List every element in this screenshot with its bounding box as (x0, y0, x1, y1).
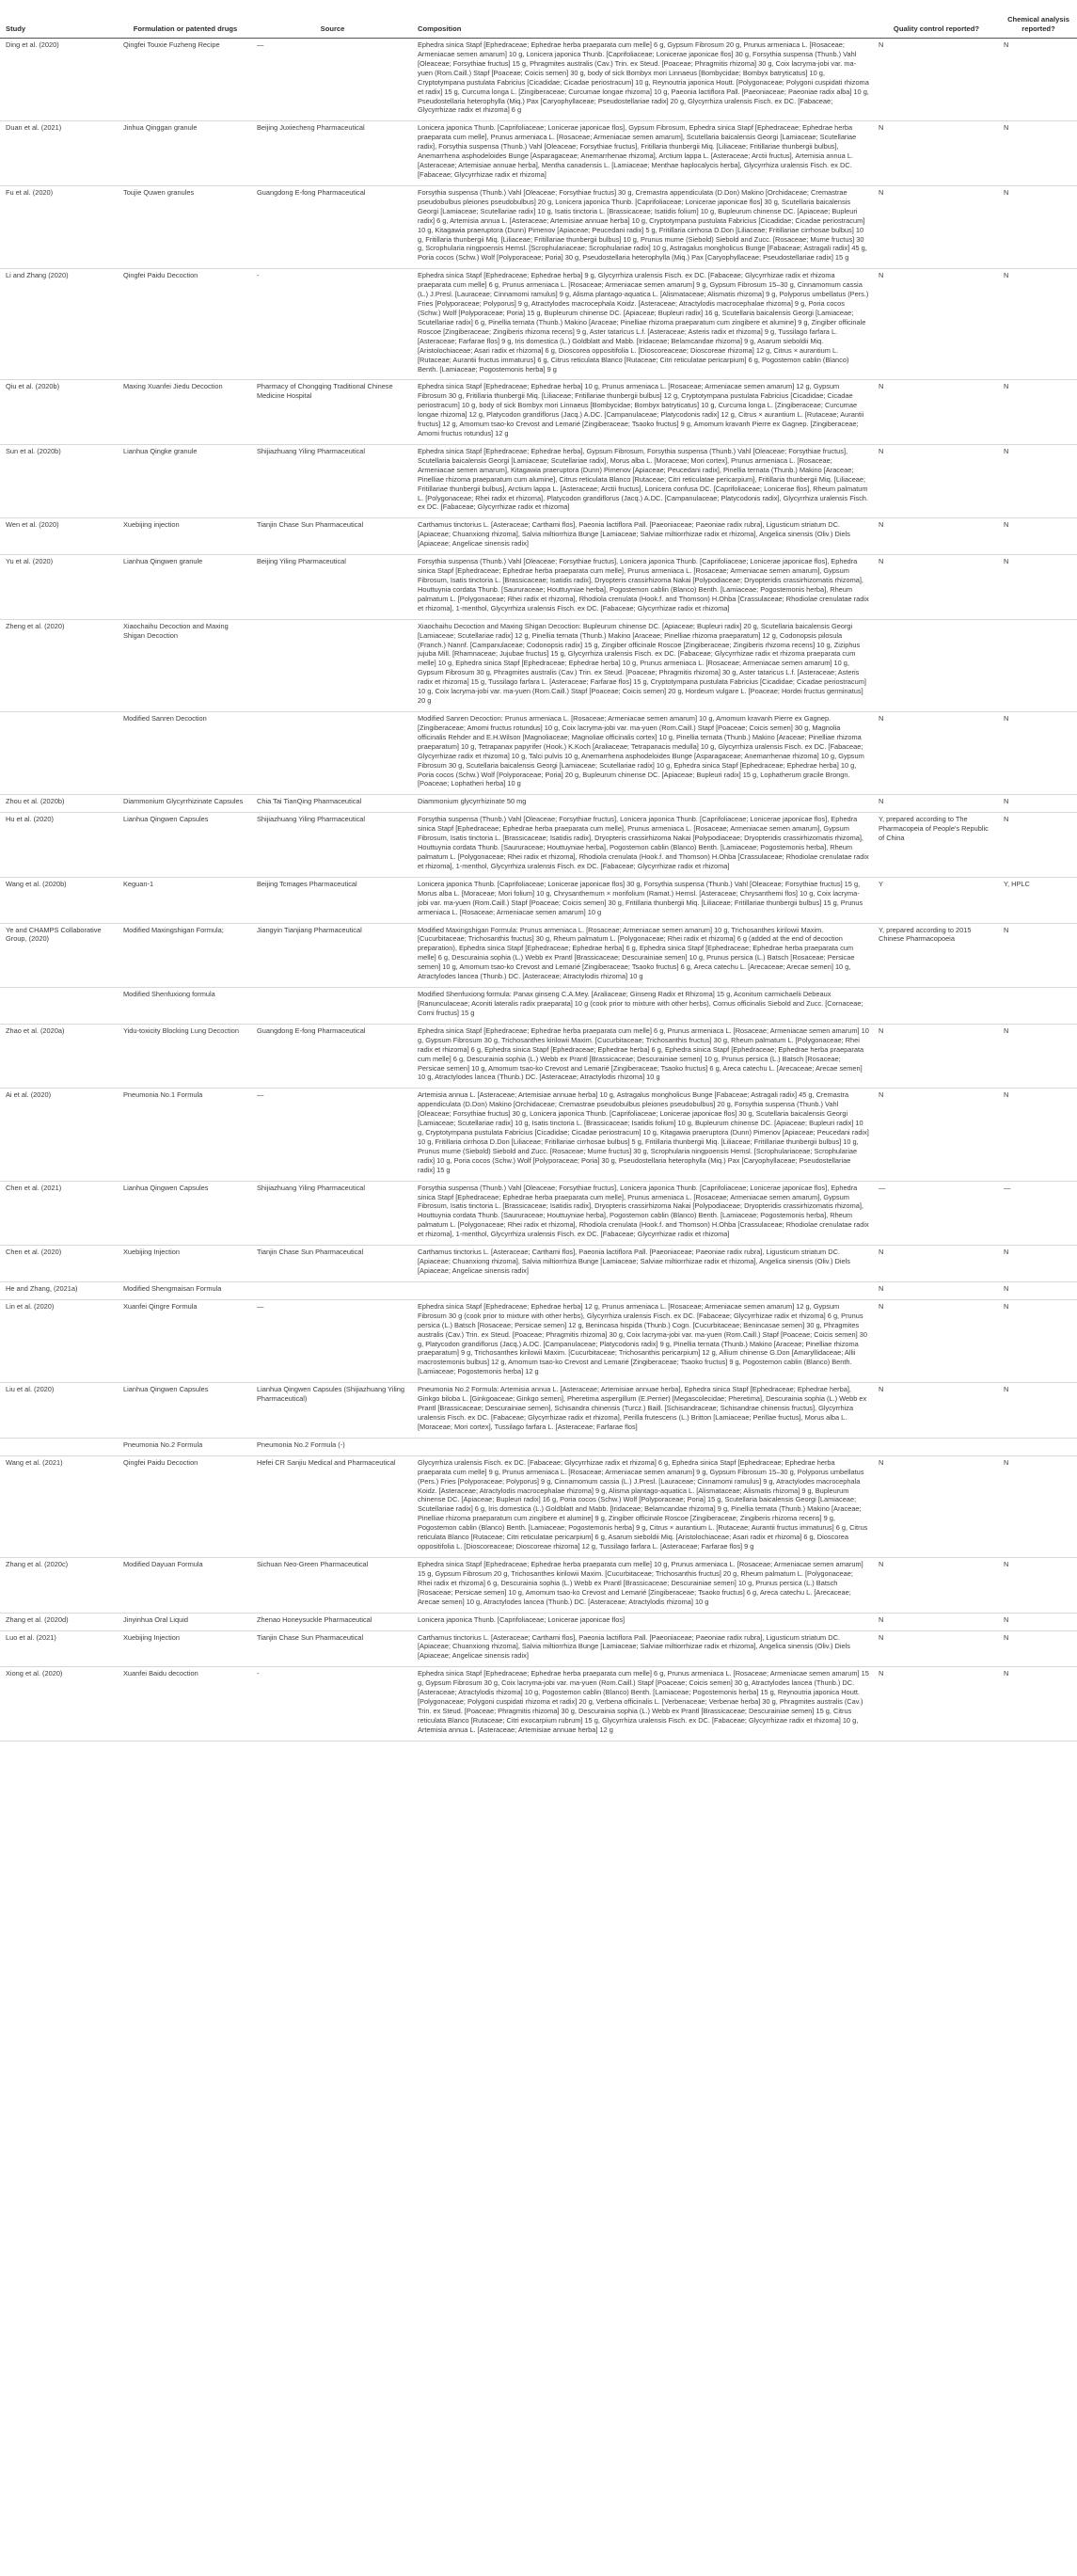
table-row (0, 1024, 1077, 1089)
cell-source: Beijing Yiling Pharmaceutical (251, 555, 412, 620)
cell-chemical-analysis: N (998, 1383, 1077, 1439)
cell-study: Ye and CHAMPS Collaborative Group, (2020) (0, 923, 118, 988)
cell-source: Hefei CR Sanjiu Medical and Pharmaceutical (251, 1455, 412, 1557)
cell-quality-control: — (873, 1181, 998, 1246)
cell-quality-control: N (873, 1281, 998, 1299)
cell-composition: Carthamus tinctorius L. [Asteraceae; Carthami flos], Paeonia lactiflora Pall. [Paeoniaceae; Paeoniae radix rubra], Ligusticum striatum DC. [Apiaceae; Chuanxiong rhizoma], Salvia miltiorrhiza Bunge [Lamiaceae; Salviae miltiorrhizae radix et rhizoma], Angelica sinensis (Oliv.) Diels [Apiaceae; Angelicae sinensis radix] (412, 1246, 873, 1282)
cell-formulation: Pneumonia No.1 Formula (118, 1089, 251, 1181)
cell-study: Zhang et al. (2020c) (0, 1557, 118, 1613)
cell-chemical-analysis: N (998, 1667, 1077, 1741)
cell-quality-control: N (873, 1299, 998, 1382)
cell-formulation: Modified Shengmaisan Formula (118, 1281, 251, 1299)
cell-chemical-analysis: N (998, 518, 1077, 555)
cell-formulation: Toujie Quwen granules (118, 185, 251, 268)
cell-formulation: Lianhua Qingwen Capsules (118, 813, 251, 878)
cell-quality-control: N (873, 795, 998, 813)
cell-chemical-analysis: N (998, 185, 1077, 268)
table-row (0, 1299, 1077, 1382)
cell-source (251, 619, 412, 711)
table-row (0, 1246, 1077, 1282)
cell-quality-control: N (873, 1024, 998, 1089)
cell-composition: Pneumonia No.2 Formula: Artemisia annua L. [Asteraceae; Artemisiae annuae herba], Ephedra sinica Stapf [Ephedraceae; Ephedrae herba], Ginkgo biloba L. [Ginkgoaceae; Ginkgo semen], Pheretima aspergillum (E.Perrier) [Megascolecidae; Pheretima], Descurainia sophia (L.) Webb ex Prantl [Brassicaceae; Descurainiae semen], Schisandra chinensis (Turcz.) Baill. [Schisandraceae; Schisandrae chinensis fructus], Glycyrrhiza uralensis Fisch. ex DC. [Fabaceae; Glycyrrhizae radix et rhizoma], Perilla frutescens (L.) Britton [Lamiaceae; Perillae fructus], Morus alba L. [Moraceae; Mori cortex], Tussilago farfara L. [Asteraceae; Farfarae flos] (412, 1383, 873, 1439)
cell-formulation: Xuebijing injection (118, 518, 251, 555)
cell-composition (412, 1438, 873, 1455)
table-row (0, 555, 1077, 620)
cell-source: Guangdong E-fong Pharmaceutical (251, 185, 412, 268)
cell-study (0, 1438, 118, 1455)
cell-chemical-analysis: N (998, 795, 1077, 813)
cell-composition: Forsythia suspensa (Thunb.) Vahl [Oleaceae; Forsythiae fructus], Lonicera japonica Thunb. [Caprifoliaceae; Lonicerae japonicae flos], Ephedra sinica Stapf [Ephedraceae; Ephedrae herba praeparata cum melle], Prunus armeniaca L. [Rosaceae; Armeniacae semen amarum], Gypsum Fibrosum, Isatis tinctoria L. [Brassicaceae; Isatidis radix], Dryopteris crassirhizoma Nakai [Polypodiaceae; Dryopteridis crassirhizomatis rhizoma], Houttuynia cordata Thunb. [Saururaceae; Houttuyniae herba], Pogostemon cablin (Blanco) Benth. [Lamiaceae; Pogostemonis herba], Rheum palmatum L. [Polygonaceae; Rhei radix et rhizoma], Rhodiola crenulata (Hook.f. and Thomson) H.Ohba [Crassulaceae; Rhodiolae crenulatae radix et rhizoma], 1-menthol, Glycyrrhiza uralensis Fisch. ex DC. [Fabaceae; Glycyrrhizae radix et rhizoma] (412, 555, 873, 620)
cell-quality-control (873, 988, 998, 1025)
header-row (0, 0, 1077, 39)
cell-study (0, 712, 118, 795)
cell-composition: Forsythia suspensa (Thunb.) Vahl [Oleaceae; Forsythiae fructus], Lonicera japonica Thunb. [Caprifoliaceae; Lonicerae japonicae flos], Ephedra sinica Stapf [Ephedraceae; Ephedrae herba praeparata cum melle], Prunus armeniaca L. [Rosaceae; Armeniacae semen amarum], Gypsum Fibrosum, Isatis tinctoria L. [Brassicaceae; Isatidis radix], Dryopteris crassirhizoma Nakai [Polypodiaceae; Dryopteridis crassirhizomatis rhizoma], Houttuynia cordata Thunb. [Saururaceae; Houttuyniae herba], Pogostemon cablin (Blanco) Benth. [Lamiaceae; Pogostemonis herba], Rheum palmatum L. [Polygonaceae; Rhei radix et rhizoma], Rhodiola crenulata (Hook.f. and Thomson) H.Ohba [Crassulaceae; Rhodiolae crenulatae radix et rhizoma], 1-menthol, Glycyrrhiza uralensis Fisch. ex DC. [Fabaceae; Glycyrrhizae radix et rhizoma] (412, 813, 873, 878)
cell-composition: Artemisia annua L. [Asteraceae; Artemisiae annuae herba] 10 g, Astragalus mongholicus Bunge [Fabaceae; Astragali radix] 45 g, Cremastra appendiculata (D.Don) Makino [Orchidaceae; Cremastrae pseudobulbus pleiones pseudobulbus] 20 g, Forsythia suspensa (Thunb.) Vahl [Oleaceae; Forsythiae fructus] 30 g, Lonicera japonica Thunb. [Caprifoliaceae; Lonicerae japonicae flos] 30 g, Scutellaria baicalensis Georgi [Lamiaceae; Scutellariae radix] 10 g, Isatis tinctoria L. [Brassicaceae; Isatidis folium] 10 g, Bupleurum chinense DC. [Apiaceae; Bupleuri radix] 10 g, Cryptotympana pustulata Fabricius [Cicadidae; Cicadae periostracum] 10 g, Kitagawia praeruptora (Dunn) Pimenov [Apiaceae; Peucedani radix] 10 g, Fritillaria cirrhosa D.Don [Liliaceae; Fritillariae cirrhosae bulbus] 5 g, Fritillaria thunbergii Miq. [Liliaceae; Fritillariae thunbergii bulbus] 10 g, Prunus mume (Siebold) Siebold and Zucc. [Rosaceae; Mume fructus] 30 g, Scrophularia ningpoensis Hemsl. [Scrophulariaceae; Scrophulariae radix] 10 g, Poria cocos (Schw.) Wolf [Polyporaceae; Poria] 30 g, Pseudostellaria heterophylla (Miq.) Pax [Caryophyllaceae; Pseudostellariae radix] 15 g (412, 1089, 873, 1181)
cell-composition: Xiaochaihu Decoction and Maxing Shigan Decoction: Bupleurum chinense DC. [Apiaceae; Bupleuri radix] 20 g, Scutellaria baicalensis Georgi [Lamiaceae; Scutellariae radix] 12 g, Pinellia ternata (Thunb.) Makino [Araceae; Pinelliae rhizoma praeparatum] 12 g, Codonopsis pilosula (Franch.) Nannf. [Campanulaceae; Codonopsis radix] 15 g, Zingiber officinale Roscoe [Zingiberaceae; Zingiberis rhizoma recens] 10 g, Ziziphus jujuba Mill. [Rhamnaceae; Jujubae fructus] 15 g, Glycyrrhiza uralensis Fisch. ex DC. [Fabaceae; Glycyrrhizae radix et rhizoma praeparata cum melle] 10 g, Ephedra sinica Stapf [Ephedraceae; Ephedrae herba] 10 g, Prunus armeniaca L. [Rosaceae; Armeniacae semen amarum] 10 g, Gypsum Fibrosum 30 g, Phragmites australis (Cav.) Trin. ex Steud. [Poaceae; Phragmitis rhizoma] 30 g, Aster tataricus L.f. [Asteraceae; Asteris radix et rhizoma] 15 g, Tussilago farfara L. [Asteraceae; Farfarae flos] 15 g, Cryptotympana pustulata Fabricius [Cicadidae; Cicadae periostracum] 10 g, Coix lacryma-jobi var. ma-yuen (Rom.Caill.) Stapf [Poaceae; Coicis semen] 20 g, Hordeum vulgare L. [Poaceae; Hordei fructus germinatus] 20 g (412, 619, 873, 711)
table-row (0, 39, 1077, 121)
table-row (0, 1613, 1077, 1630)
table-row (0, 185, 1077, 268)
cell-source: Tianjin Chase Sun Pharmaceutical (251, 1246, 412, 1282)
table-row (0, 1630, 1077, 1667)
cell-source: Shijiazhuang Yiling Pharmaceutical (251, 1181, 412, 1246)
table-row (0, 795, 1077, 813)
cell-composition: Ephedra sinica Stapf [Ephedraceae; Ephedrae herba] 12 g, Prunus armeniaca L. [Rosaceae; Armeniacae semen amarum] 12 g, Gypsum Fibrosum 30 g (cook prior to mixture with other herbs), Glycyrrhiza uralensis Fisch. ex DC. [Fabaceae; Glycyrrhizae radix et rhizoma] 6 g, Prunus persica (L.) Batsch [Rosaceae; Persicae semen] 12 g, Benincasa hispida (Thunb.) Cogn. [Cucurbitaceae; Benincasae semen] 30 g, Phragmites australis (Cav.) Trin. ex Steud. [Poaceae; Phragmitis rhizoma] 30 g, Coix lacryma-jobi var. ma-yuen (Rom.Caill.) Stapf [Poaceae; Coicis semen] 30 g, Platycodon grandiflorus (Jacq.) A.DC. [Campanulaceae; Platycodonis radix] 9 g, Pinellia ternata (Thunb.) Makino [Araceae; Pinelliae rhizoma praeparatum] 9 g, Trichosanthes kirilowii Maxim. [Cucurbitaceae; Trichosanthis pericarpium] 12 g, Allium chinense G.Don [Amaryllidaceae; Allii macrostemonis bulbus] 12 g, Amomum tsao-ko Crevost and Lemarié [Zingiberaceae; Tsaoko fructus] 9 g, Pogostemon cablin (Blanco) Benth. [Lamiaceae; Pogostemonis herba] 12 g (412, 1299, 873, 1382)
cell-study: Li and Zhang (2020) (0, 269, 118, 380)
cell-formulation: Xiaochaihu Decoction and Maxing Shigan Decoction (118, 619, 251, 711)
cell-composition: Forsythia suspensa (Thunb.) Vahl [Oleaceae; Forsythiae fructus], Lonicera japonica Thunb. [Caprifoliaceae; Lonicerae japonicae flos], Ephedra sinica Stapf [Ephedraceae; Ephedrae herba praeparata cum melle], Prunus armeniaca L. [Rosaceae; Armeniacae semen amarum], Gypsum Fibrosum, Isatis tinctoria L. [Brassicaceae; Isatidis radix], Dryopteris crassirhizoma Nakai [Polypodiaceae; Dryopteridis crassirhizomatis rhizoma], Houttuynia cordata Thunb. [Saururaceae; Houttuyniae herba], Pogostemon cablin (Blanco) Benth. [Lamiaceae; Pogostemonis herba], Rheum palmatum L. [Polygonaceae; Rhei radix et rhizoma], Rhodiola crenulata (Hook.f. and Thomson) H.Ohba [Crassulaceae; Rhodiolae crenulatae radix et rhizoma], 1-menthol, Glycyrrhiza uralensis Fisch. ex DC. [Fabaceae; Glycyrrhizae radix et rhizoma] (412, 1181, 873, 1246)
cell-source: Jiangyin Tianjiang Pharmaceutical (251, 923, 412, 988)
cell-study: Lin et al. (2020) (0, 1299, 118, 1382)
cell-formulation: Qingfei Touxie Fuzheng Recipe (118, 39, 251, 121)
cell-quality-control (873, 619, 998, 711)
cell-quality-control: N (873, 1383, 998, 1439)
cell-formulation: Keguan-1 (118, 877, 251, 923)
cell-formulation: Lianhua Qingwen Capsules (118, 1383, 251, 1439)
table-row (0, 988, 1077, 1025)
cell-quality-control: N (873, 1246, 998, 1282)
cell-study: Zheng et al. (2020) (0, 619, 118, 711)
cell-source: Shijiazhuang Yiling Pharmaceutical (251, 444, 412, 517)
cell-formulation: Maxing Xuanfei Jiedu Decoction (118, 380, 251, 445)
cell-study: Luo et al. (2021) (0, 1630, 118, 1667)
cell-formulation: Qingfei Paidu Decoction (118, 1455, 251, 1557)
cell-quality-control: N (873, 1613, 998, 1630)
cell-composition (412, 1281, 873, 1299)
cell-chemical-analysis (998, 1438, 1077, 1455)
cell-chemical-analysis: N (998, 1613, 1077, 1630)
cell-study: Ding et al. (2020) (0, 39, 118, 121)
cell-study: Yu et al. (2020) (0, 555, 118, 620)
cell-chemical-analysis: N (998, 1299, 1077, 1382)
cell-chemical-analysis: Y, HPLC (998, 877, 1077, 923)
cell-quality-control: N (873, 39, 998, 121)
cell-formulation: Jinyinhua Oral Liquid (118, 1613, 251, 1630)
cell-composition: Ephedra sinica Stapf [Ephedraceae; Ephedrae herba praeparata cum melle] 6 g, Prunus armeniaca L. [Rosaceae; Armeniacae semen amarum] 15 g, Gypsum Fibrosum 30 g, Coix lacryma-jobi var. ma-yuen (Rom.Caill.) Stapf [Poaceae; Coicis semen] 30 g, Atractylodes lancea (Thunb.) DC. [Asteraceae; Atractylodis rhizoma] 10 g, Pogostemon cablin (Blanco) Benth. [Lamiaceae; Pogostemonis herba] 15 g, Reynoutria japonica Houtt. [Polygonaceae; Polygoni cuspidati rhizoma et radix] 20 g, Verbena officinalis L. [Verbenaceae; Verbenae herba] 30 g, Phragmites australis (Cav.) Trin. ex Steud. [Poaceae; Phragmitis rhizoma] 30 g, Descurainia sophia (L.) Webb ex Prantl [Brassicaceae; Descurainiae semen] 15 g, Citrus reticulata Blanco [Rutaceae; Citri exocarpium rubrum] 15 g, Glycyrrhiza uralensis Fisch. ex DC. [Fabaceae; Glycyrrhizae radix et rhizoma] 10 g, Artemisia annua L. [Asteraceae; Artemisiae annuae herba] 12 g (412, 1667, 873, 1741)
cell-study: Liu et al. (2020) (0, 1383, 118, 1439)
cell-composition: Ephedra sinica Stapf [Ephedraceae; Ephedrae herba] 9 g, Glycyrrhiza uralensis Fisch. ex DC. [Fabaceae; Glycyrrhizae radix et rhizoma praeparata cum melle] 6 g, Prunus armeniaca L. [Rosaceae; Armeniacae semen amarum] 9 g, Gypsum Fibrosum 15–30 g, Cinnamomum cassia (L.) J.Presl. [Lauraceae; Cinnamomi ramulus] 9 g, Alisma plantago-aquatica L. [Alismataceae; Alismatis rhizoma] 9 g, Polyporus umbellatus (Pers.) Fries [Polyporaceae; Polyporus] 9 g, Atractylodes macrocephala Koidz. [Asteraceae; Atractylodis macrocephalae rhizoma] 9 g, Poria cocos (Schw.) Wolf [Polyporaceae; Poria] 15 g, Bupleurum chinense DC. [Apiaceae; Bupleuri radix] 16 g, Scutellaria baicalensis Georgi [Lamiaceae; Scutellariae radix] 6 g, Pinellia ternata (Thunb.) Makino [Araceae; Pinelliae rhizoma praeparatum cum zingibere et alumine] 9 g, Zingiber officinale Roscoe [Zingiberaceae; Zingiberis rhizoma recens] 9 g, Aster tataricus L.f. [Asteraceae; Asteris radix et rhizoma] 9 g, Tussilago farfara L. [Asteraceae; Farfarae flos] 9 g, Iris domestica (L.) Goldblatt and Mabb. [Iridaceae; Belamcandae rhizoma] 9 g, Asarum sieboldii Miq. [Aristolochiaceae; Asari radix et rhizoma] 6 g, Dioscorea oppositifolia L. [Dioscoreaceae; Dioscoreae rhizoma] 12 g, Citrus × aurantium L. [Rutaceae; Aurantii fructus immaturus] 6 g, Citrus reticulata Blanco [Rutaceae; Citri reticulatae pericarpium] 6 g, Pogostemon cablin (Blanco) Benth. [Lamiaceae; Pogostemonis herba] 9 g (412, 269, 873, 380)
cell-composition: Lonicera japonica Thunb. [Caprifoliaceae; Lonicerae japonicae flos], Gypsum Fibrosum, Ephedra sinica Stapf [Ephedraceae; Ephedrae herba praeparata cum melle], Prunus armeniaca L. [Rosaceae; Armeniacae semen amarum], Scutellaria baicalensis Georgi [Lamiaceae; Scutellariae radix], Forsythia suspensa (Thunb.) Vahl [Oleaceae; Forsythiae fructus], Fritillaria thunbergii Miq. [Liliaceae; Fritillariae thunbergii bulbus], Anemarrhena asphodeloides Bunge [Asparagaceae; Anemarrhenae rhizoma], Arctium lappa L. [Asteraceae; Arctii fructus], Artemisia annua L. [Asteraceae; Artemisiae annuae herba], Mentha canadensis L. [Lamiaceae; Menthae haplocalycis herba], Glycyrrhiza uralensis Fisch. ex DC. [Fabaceae; Glycyrrhizae radix et rhizoma] (412, 121, 873, 186)
cell-study: Zhou et al. (2020b) (0, 795, 118, 813)
cell-formulation: Modified Sanren Decoction (118, 712, 251, 795)
header-quality-control: Quality control reported? (873, 0, 998, 39)
cell-source: Sichuan Neo-Green Pharmaceutical (251, 1557, 412, 1613)
cell-chemical-analysis: N (998, 39, 1077, 121)
table-row (0, 619, 1077, 711)
cell-chemical-analysis: N (998, 1281, 1077, 1299)
cell-source: — (251, 1299, 412, 1382)
cell-formulation: Lianhua Qingke granule (118, 444, 251, 517)
cell-composition: Ephedra sinica Stapf [Ephedraceae; Ephedrae herba] 10 g, Prunus armeniaca L. [Rosaceae; Armeniacae semen amarum] 12 g, Gypsum Fibrosum 30 g, Fritillaria thunbergii Miq. [Liliaceae; Fritillariae thunbergii bulbus] 12 g, Cryptotympana pustulata Fabricius [Cicadidae; Cicadae periostracum] 10 g, body of sick Bombyx mori Linnaeus [Bombycidae; Bombyx batryticatus] 10 g, Curcuma longa L. [Zingiberaceae; Curcumae longae rhizoma] 12 g, Platycodon grandiflorus (Jacq.) A.DC. [Campanulaceae; Platycodonis radix] 12 g, Citrus × aurantium L. [Rutaceae; Aurantii fructus] 12 g, Amomum tsao-ko Crevost and Lemarié [Zingiberaceae; Tsaoko fructus] 9 g, Amomum kravanh Pierre ex Gagnep. [Zingiberaceae; Amomi fructus rotundus] 12 g (412, 380, 873, 445)
header-source: Source (251, 0, 412, 39)
cell-chemical-analysis: N (998, 1630, 1077, 1667)
cell-composition: Carthamus tinctorius L. [Asteraceae; Carthami flos], Paeonia lactiflora Pall. [Paeoniaceae; Paeoniae radix rubra], Ligusticum striatum DC. [Apiaceae; Chuanxiong rhizoma], Salvia miltiorrhiza Bunge [Lamiaceae; Salviae miltiorrhizae radix et rhizoma], Angelica sinensis (Oliv.) Diels [Apiaceae; Angelicae sinensis radix] (412, 1630, 873, 1667)
cell-quality-control: N (873, 518, 998, 555)
cell-study: Sun et al. (2020b) (0, 444, 118, 517)
cell-chemical-analysis: N (998, 1246, 1077, 1282)
cell-study: Chen et al. (2020) (0, 1246, 118, 1282)
cell-study: Chen et al. (2021) (0, 1181, 118, 1246)
cell-study: Duan et al. (2021) (0, 121, 118, 186)
table-row (0, 877, 1077, 923)
cell-chemical-analysis: N (998, 121, 1077, 186)
cell-source: Tianjin Chase Sun Pharmaceutical (251, 1630, 412, 1667)
header-composition: Composition (412, 0, 873, 39)
header-formulation: Formulation or patented drugs (118, 0, 251, 39)
cell-formulation: Modified Shenfuxiong formula (118, 988, 251, 1025)
table-row (0, 1667, 1077, 1741)
cell-quality-control (873, 1438, 998, 1455)
cell-composition: Modified Shenfuxiong formula: Panax ginseng C.A.Mey. [Araliaceae; Ginseng Radix et Rhizoma] 15 g, Aconitum carmichaelii Debeaux [Ranunculaceae; Aconiti lateralis radix praeparata] 10 g (cook prior to mixture with other herbs), Cornus officinalis Siebold and Zucc. [Cornaceae; Corni fructus] 15 g (412, 988, 873, 1025)
cell-chemical-analysis: N (998, 923, 1077, 988)
table-header (0, 0, 1077, 39)
cell-composition: Ephedra sinica Stapf [Ephedraceae; Ephedrae herba], Gypsum Fibrosum, Forsythia suspensa (Thunb.) Vahl [Oleaceae; Forsythiae fructus], Scutellaria baicalensis Georgi [Lamiaceae; Scutellariae radix], Morus alba L. [Moraceae; Mori cortex], Prunus armeniaca L. [Rosaceae; Armeniacae semen amarum], Kitagawia praeruptora (Dunn) Pimenov [Apiaceae; Peucedani radix], Pinellia ternata (Thunb.) Makino [Araceae; Pinelliae rhizoma praeparatum cum alumine], Citrus reticulata Blanco [Rutaceae; Citri reticulatae pericarpium], Fritillaria thunbergii Miq. [Liliaceae; Fritillariae thunbergii bulbus], Arctium lappa L. [Asteraceae; Arctii fructus], Lonicera confusa DC. [Caprifoliaceae; Lonicerae flos], Rheum palmatum L. [Polygonaceae; Rhei radix et rhizoma], Platycodon grandiflorus (Jacq.) A.DC. [Campanulaceae; Platycodonis radix], Glycyrrhiza uralensis Fisch. ex DC. [Fabaceae; Glycyrrhizae radix et rhizoma] (412, 444, 873, 517)
cell-chemical-analysis (998, 988, 1077, 1025)
cell-chemical-analysis: — (998, 1181, 1077, 1246)
cell-chemical-analysis (998, 619, 1077, 711)
cell-formulation: Qingfei Paidu Decoction (118, 269, 251, 380)
cell-study: Wang et al. (2020b) (0, 877, 118, 923)
cell-chemical-analysis: N (998, 444, 1077, 517)
table-row (0, 444, 1077, 517)
cell-study: Wang et al. (2021) (0, 1455, 118, 1557)
cell-quality-control: N (873, 1455, 998, 1557)
cell-chemical-analysis: N (998, 555, 1077, 620)
table-row (0, 518, 1077, 555)
cell-composition: Forsythia suspensa (Thunb.) Vahl [Oleaceae; Forsythiae fructus] 30 g, Cremastra appendiculata (D.Don) Makino [Orchidaceae; Cremastrae pseudobulbus pleiones pseudobulbus] 20 g, Lonicera japonica Thunb. [Caprifoliaceae; Lonicerae japonicae flos] 30 g, Scutellaria baicalensis Georgi [Lamiaceae; Scutellariae radix] 10 g, Isatis tinctoria L. [Brassicaceae; Isatidis folium] 10 g, Bupleurum chinense DC. [Apiaceae; Bupleuri radix] 6 g, Artemisia annua L. [Asteraceae; Artemisiae annuae herba] 10 g, Cryptotympana pustulata Fabricius [Cicadidae; Cicadae periostracum] 10 g, Kitagawia praeruptora (Dunn) Pimenov [Apiaceae; Peucedani radix] 5 g, Fritillaria cirrhosa D.Don [Liliaceae; Fritillariae cirrhosae bulbus] 10 g, Fritillaria thunbergii Miq. [Liliaceae; Fritillariae thunbergii bulbus] 10 g, Prunus mume (Siebold) Siebold and Zucc. [Rosaceae; Mume fructus] 30 g, Scrophularia ningpoensis Hemsl. [Scrophulariaceae; Scrophulariae radix] 10 g, Astragalus mongholicus Bunge [Fabaceae; Astragali radix] 45 g, Poria cocos (Schw.) Wolf [Polyporaceae; Poria] 30 g, Pseudostellaria heterophylla (Miq.) Pax [Caryophyllaceae; Pseudostellariae radix] 15 g (412, 185, 873, 268)
cell-source: Pneumonia No.2 Formula (-) (251, 1438, 412, 1455)
cell-source: Beijing Tcmages Pharmaceutical (251, 877, 412, 923)
cell-source: Lianhua Qingwen Capsules (Shijiazhuang Yiling Pharmaceutical) (251, 1383, 412, 1439)
table-row (0, 1455, 1077, 1557)
cell-chemical-analysis: N (998, 1089, 1077, 1181)
cell-study: Hu et al. (2020) (0, 813, 118, 878)
cell-chemical-analysis: N (998, 1024, 1077, 1089)
cell-quality-control: N (873, 712, 998, 795)
cell-source: Zhenao Honeysuckle Pharmaceutical (251, 1613, 412, 1630)
cell-composition: Glycyrrhiza uralensis Fisch. ex DC. [Fabaceae; Glycyrrhizae radix et rhizoma] 6 g, Ephedra sinica Stapf [Ephedraceae; Ephedrae herba praeparata cum melle] 9 g, Prunus armeniaca L. [Rosaceae; Armeniacae semen amarum] 9 g, Gypsum Fibrosum 15–30 g, Polyporus umbellatus (Pers.) Fries [Polyporaceae; Polyporus] 9 g, Cinnamomum cassia (L.) J.Presl. [Lauraceae; Cinnamomi ramulus] 9 g, Atractylodes macrocephala Koidz. [Asteraceae; Atractylodis macrocephalae rhizoma] 9 g, Alisma plantago-aquatica L. [Alismataceae; Alismatis rhizoma] 9 g, Bupleurum chinense DC. [Apiaceae; Bupleuri radix] 16 g, Poria cocos (Schw.) Wolf [Polyporaceae; Poria] 15 g, Scutellaria baicalensis Georgi [Lamiaceae; Scutellariae radix] 6 g, Iris domestica (L.) Goldblatt and Mabb. [Iridaceae; Belamcandae rhizoma] 9 g, Pinellia ternata (Thunb.) Makino [Araceae; Pinelliae rhizoma praeparatum cum zingibere et alumine] 9 g, Zingiber officinale Roscoe [Zingiberaceae; Zingiberis rhizoma recens] 9 g, Pogostemon cablin (Blanco) Benth. [Lamiaceae; Pogostemonis herba] 9 g, Citrus × aurantium L. [Rutaceae; Aurantii fructus immaturus] 6 g, Citrus reticulata Blanco [Rutaceae; Citri reticulatae pericarpium] 6 g, Asarum sieboldii Miq. [Aristolochiaceae; Asari radix et rhizoma] 6 g, Dioscorea oppositifolia L. [Dioscoreaceae; Dioscoreae rhizoma] 12 g, Tussilago farfara L. [Asteraceae; Farfarae flos] 9 g (412, 1455, 873, 1557)
table-row (0, 1089, 1077, 1181)
cell-quality-control: N (873, 269, 998, 380)
cell-formulation: Yidu-toxicity Blocking Lung Decoction (118, 1024, 251, 1089)
cell-chemical-analysis: N (998, 380, 1077, 445)
table-row (0, 813, 1077, 878)
cell-composition: Ephedra sinica Stapf [Ephedraceae; Ephedrae herba praeparata cum melle] 10 g, Prunus armeniaca L. [Rosaceae; Armeniacae semen amarum] 15 g, Gypsum Fibrosum 20 g, Trichosanthes kirilowii Maxim. [Cucurbitaceae; Trichosanthis fructus] 20 g, Rheum palmatum L. [Polygonaceae; Rhei radix et rhizoma] 6 g, Descurainia sophia (L.) Webb ex Prantl [Brassicaceae; Descurainiae semen] 10 g, Prunus persica (L.) Batsch [Rosaceae; Persicae semen] 10 g, Amomum tsao-ko Crevost and Lemarié [Zingiberaceae; Tsaoko fructus] 6 g, Areca catechu L. [Arecaceae; Arecae semen] 10 g, Atractylodes lancea (Thunb.) DC. [Asteraceae; Atractylodis rhizoma] 10 g (412, 1557, 873, 1613)
table-row (0, 1181, 1077, 1246)
cell-formulation: Lianhua Qingwen Capsules (118, 1181, 251, 1246)
cell-formulation: Xuanfei Qingre Formula (118, 1299, 251, 1382)
cell-quality-control: N (873, 1630, 998, 1667)
cell-source: Pharmacy of Chongqing Traditional Chinese Medicine Hospital (251, 380, 412, 445)
cell-formulation: Jinhua Qinggan granule (118, 121, 251, 186)
table-row (0, 269, 1077, 380)
header-chemical-analysis: Chemical analysis reported? (998, 0, 1077, 39)
cell-quality-control: N (873, 1089, 998, 1181)
cell-composition: Ephedra sinica Stapf [Ephedraceae; Ephedrae herba praeparata cum melle] 6 g, Gypsum Fibrosum 20 g, Prunus armeniaca L. [Rosaceae; Armeniacae semen amarum] 10 g, Lonicera japonica Thunb. [Caprifoliaceae; Lonicerae japonicae flos] 30 g, Forsythia suspensa (Thunb.) Vahl [Oleaceae; Forsythiae fructus] 15 g, Phragmites australis (Cav.) Trin. ex Steud. [Poaceae; Phragmitis rhizoma] 30 g, Coix lacryma-jobi var. ma-yuen (Rom.Caill.) Stapf [Poaceae; Coicis semen] 30 g, body of sick Bombyx mori Linnaeus [Bombycidae; Bombyx batryticatus] 10 g, Cryptotympana pustulata Fabricius [Cicadidae; Cicadae periostracum] 10 g, Reynoutria japonica Houtt. [Polygonaceae; Polygoni cuspidati rhizoma et radix] 15 g, Curcuma longa L. [Zingiberaceae; Curcumae longae rhizoma] 10 g, Paeonia lactiflora Pall. [Paeoniaceae; Paeoniae radix alba] 10 g, Pseudostellaria heterophylla (Miq.) Pax [Caryophyllaceae; Pseudostellariae radix] 20 g, Glycyrrhiza uralensis Fisch. ex DC. [Fabaceae; Glycyrrhizae radix et rhizoma] 6 g (412, 39, 873, 121)
cell-quality-control: N (873, 1557, 998, 1613)
table-row (0, 1383, 1077, 1439)
cell-source: Guangdong E-fong Pharmaceutical (251, 1024, 412, 1089)
cell-composition: Carthamus tinctorius L. [Asteraceae; Carthami flos], Paeonia lactiflora Pall. [Paeoniaceae; Paeoniae radix rubra], Ligusticum striatum DC. [Apiaceae; Chuanxiong rhizoma], Salvia miltiorrhiza Bunge [Lamiaceae; Salviae miltiorrhizae radix et rhizoma], Angelica sinensis (Oliv.) Diels [Apiaceae; Angelicae sinensis radix] (412, 518, 873, 555)
cell-study: Fu et al. (2020) (0, 185, 118, 268)
cell-composition: Modified Sanren Decoction: Prunus armeniaca L. [Rosaceae; Armeniacae semen amarum] 10 g, Amomum kravanh Pierre ex Gagnep. [Zingiberaceae; Amomi fructus rotundus] 10 g, Coix lacryma-jobi var. ma-yuen (Rom.Caill.) Stapf [Poaceae; Coicis semen] 30 g, Magnolia officinalis Rehder and E.H.Wilson [Magnoliaceae; Magnoliae officinalis cortex] 10 g, Pinellia ternata (Thunb.) Makino [Araceae; Pinelliae rhizoma praeparatum] 10 g, Tetrapanax papyrifer (Hook.) K.Koch [Araliaceae; Tetrapanacis medulla] 10 g, Glycyrrhiza uralensis Fisch. ex DC. [Fabaceae; Glycyrrhizae radix et rhizoma] 10 g, Talci pulvis 10 g, Anemarrhena asphodeloides Bunge [Asparagaceae; Anemarrhenae rhizoma] 10 g, Gypsum Fibrosum 30 g, Scutellaria baicalensis Georgi [Lamiaceae; Scutellariae radix] 10 g, Ephedra sinica Stapf [Ephedraceae; Ephedrae herba] 10 g, Poria cocos (Schw.) Wolf [Polyporaceae; Poria] 20 g, Bupleurum chinense DC. [Apiaceae; Bupleuri radix] 15 g, Lophatherum gracile Brongn. [Poaceae; Lophatheri herba] 10 g (412, 712, 873, 795)
cell-composition: Lonicera japonica Thunb. [Caprifoliaceae; Lonicerae japonicae flos] 30 g, Forsythia suspensa (Thunb.) Vahl [Oleaceae; Forsythiae fructus] 15 g, Morus alba L. [Moraceae; Mori folium] 10 g, Chrysanthemum × morifolium (Ramat.) Hemsl. [Asteraceae; Chrysanthemi flos] 10 g, Coix lacryma-jobi var. ma-yuen (Rom.Caill.) Stapf [Poaceae; Coicis semen] 30 g, Fritillaria thunbergii Miq. [Liliaceae; Fritillariae thunbergii bulbus] 15 g, Prunus armeniaca L. [Rosaceae; Armeniacae semen amarum] 10 g (412, 877, 873, 923)
cell-study: He and Zhang, (2021a) (0, 1281, 118, 1299)
cell-composition: Modified Maxingshigan Formula: Prunus armeniaca L. [Rosaceae; Armeniacae semen amarum] 10 g, Trichosanthes kirilowii Maxim. [Cucurbitaceae; Trichosanthis fructus] 30 g, Rheum palmatum L. [Polygonaceae; Rhei radix et rhizoma] 6 g (added at the end of decoction preparation), Ephedra sinica Stapf [Ephedraceae; Ephedrae herba] 6 g, Ephedra sinica Stapf [Ephedraceae; Ephedrae herba praeparata cum melle] 6 g, Descurainia sophia (L.) Webb ex Prantl [Brassicaceae; Descurainiae semen] 10 g, Prunus persica (L.) Batsch [Rosaceae; Persicae semen] 10 g, Amomum tsao-ko Crevost and Lemarié [Zingiberaceae; Tsaoko fructus] 6 g, Areca catechu L. [Arecaceae; Arecae semen] 10 g, Atractylodes lancea (Thunb.) DC. [Asteraceae; Atractylodis rhizoma] 10 g (412, 923, 873, 988)
cell-quality-control: Y, prepared according to 2015 Chinese Pharmacopoeia (873, 923, 998, 988)
cell-composition: Ephedra sinica Stapf [Ephedraceae; Ephedrae herba praeparata cum melle] 6 g, Prunus armeniaca L. [Rosaceae; Armeniacae semen amarum] 10 g, Gypsum Fibrosum 30 g, Trichosanthes kirilowii Maxim. [Cucurbitaceae; Trichosanthis fructus] 30 g, Rheum palmatum L. [Polygonaceae; Rhei radix et rhizoma] 6 g, Ephedra sinica Stapf [Ephedraceae; Ephedrae herba] 6 g, Ephedra sinica Stapf [Ephedraceae; Ephedrae herba praeparata cum melle] 6 g, Descurainia sophia (L.) Webb ex Prantl [Brassicaceae; Descurainiae semen] 10 g, Prunus persica (L.) Batsch [Rosaceae; Persicae semen] 10 g, Amomum tsao-ko Crevost and Lemarié [Zingiberaceae; Tsaoko fructus] 6 g, Areca catechu L. [Arecaceae; Arecae semen] 10 g, Atractylodes lancea (Thunb.) DC. [Asteraceae; Atractylodis rhizoma] 10 g (412, 1024, 873, 1089)
cell-study: Ai et al. (2020) (0, 1089, 118, 1181)
cell-source (251, 988, 412, 1025)
cell-source: — (251, 1089, 412, 1181)
cell-study: Qiu et al. (2020b) (0, 380, 118, 445)
table-row (0, 121, 1077, 186)
cell-source: Chia Tai TianQing Pharmaceutical (251, 795, 412, 813)
cell-formulation: Modified Maxingshigan Formula; (118, 923, 251, 988)
cell-source: - (251, 269, 412, 380)
cell-quality-control: Y (873, 877, 998, 923)
cell-source (251, 1281, 412, 1299)
cell-formulation: Xuebijing Injection (118, 1630, 251, 1667)
cell-chemical-analysis: N (998, 269, 1077, 380)
cell-quality-control: Y, prepared according to The Pharmacopeia of People's Republic of China (873, 813, 998, 878)
cell-composition: Lonicera japonica Thunb. [Caprifoliaceae; Lonicerae japonicae flos] (412, 1613, 873, 1630)
cell-quality-control: N (873, 444, 998, 517)
cell-quality-control: N (873, 380, 998, 445)
cell-study: Zhao et al. (2020a) (0, 1024, 118, 1089)
table-row (0, 1438, 1077, 1455)
cell-study: Xiong et al. (2020) (0, 1667, 118, 1741)
cell-formulation: Xuebijing Injection (118, 1246, 251, 1282)
table-row (0, 712, 1077, 795)
cell-formulation: Pneumonia No.2 Formula (118, 1438, 251, 1455)
cell-chemical-analysis: N (998, 1557, 1077, 1613)
cell-study: Zhang et al. (2020d) (0, 1613, 118, 1630)
cell-chemical-analysis: N (998, 712, 1077, 795)
cell-quality-control: N (873, 185, 998, 268)
cell-source: Shijiazhuang Yiling Pharmaceutical (251, 813, 412, 878)
cell-composition: Diammonium glycyrrhizinate 50 mg (412, 795, 873, 813)
table-row (0, 1281, 1077, 1299)
cell-source: — (251, 39, 412, 121)
table-row (0, 1557, 1077, 1613)
cell-source: Beijing Juxiecheng Pharmaceutical (251, 121, 412, 186)
cell-source: Tianjin Chase Sun Pharmaceutical (251, 518, 412, 555)
cell-study: Wen et al. (2020) (0, 518, 118, 555)
cell-quality-control: N (873, 1667, 998, 1741)
cell-chemical-analysis: N (998, 1455, 1077, 1557)
cell-chemical-analysis: N (998, 813, 1077, 878)
cell-formulation: Lianhua Qingwen granule (118, 555, 251, 620)
table-row (0, 923, 1077, 988)
cell-study (0, 988, 118, 1025)
cell-source (251, 712, 412, 795)
table-row (0, 380, 1077, 445)
table-body (0, 39, 1077, 1741)
cell-formulation: Diammonium Glycyrrhizinate Capsules (118, 795, 251, 813)
cell-source: - (251, 1667, 412, 1741)
cell-quality-control: N (873, 121, 998, 186)
cell-formulation: Modified Dayuan Formula (118, 1557, 251, 1613)
header-study: Study (0, 0, 118, 39)
cell-quality-control: N (873, 555, 998, 620)
cell-formulation: Xuanfei Baidu decoction (118, 1667, 251, 1741)
